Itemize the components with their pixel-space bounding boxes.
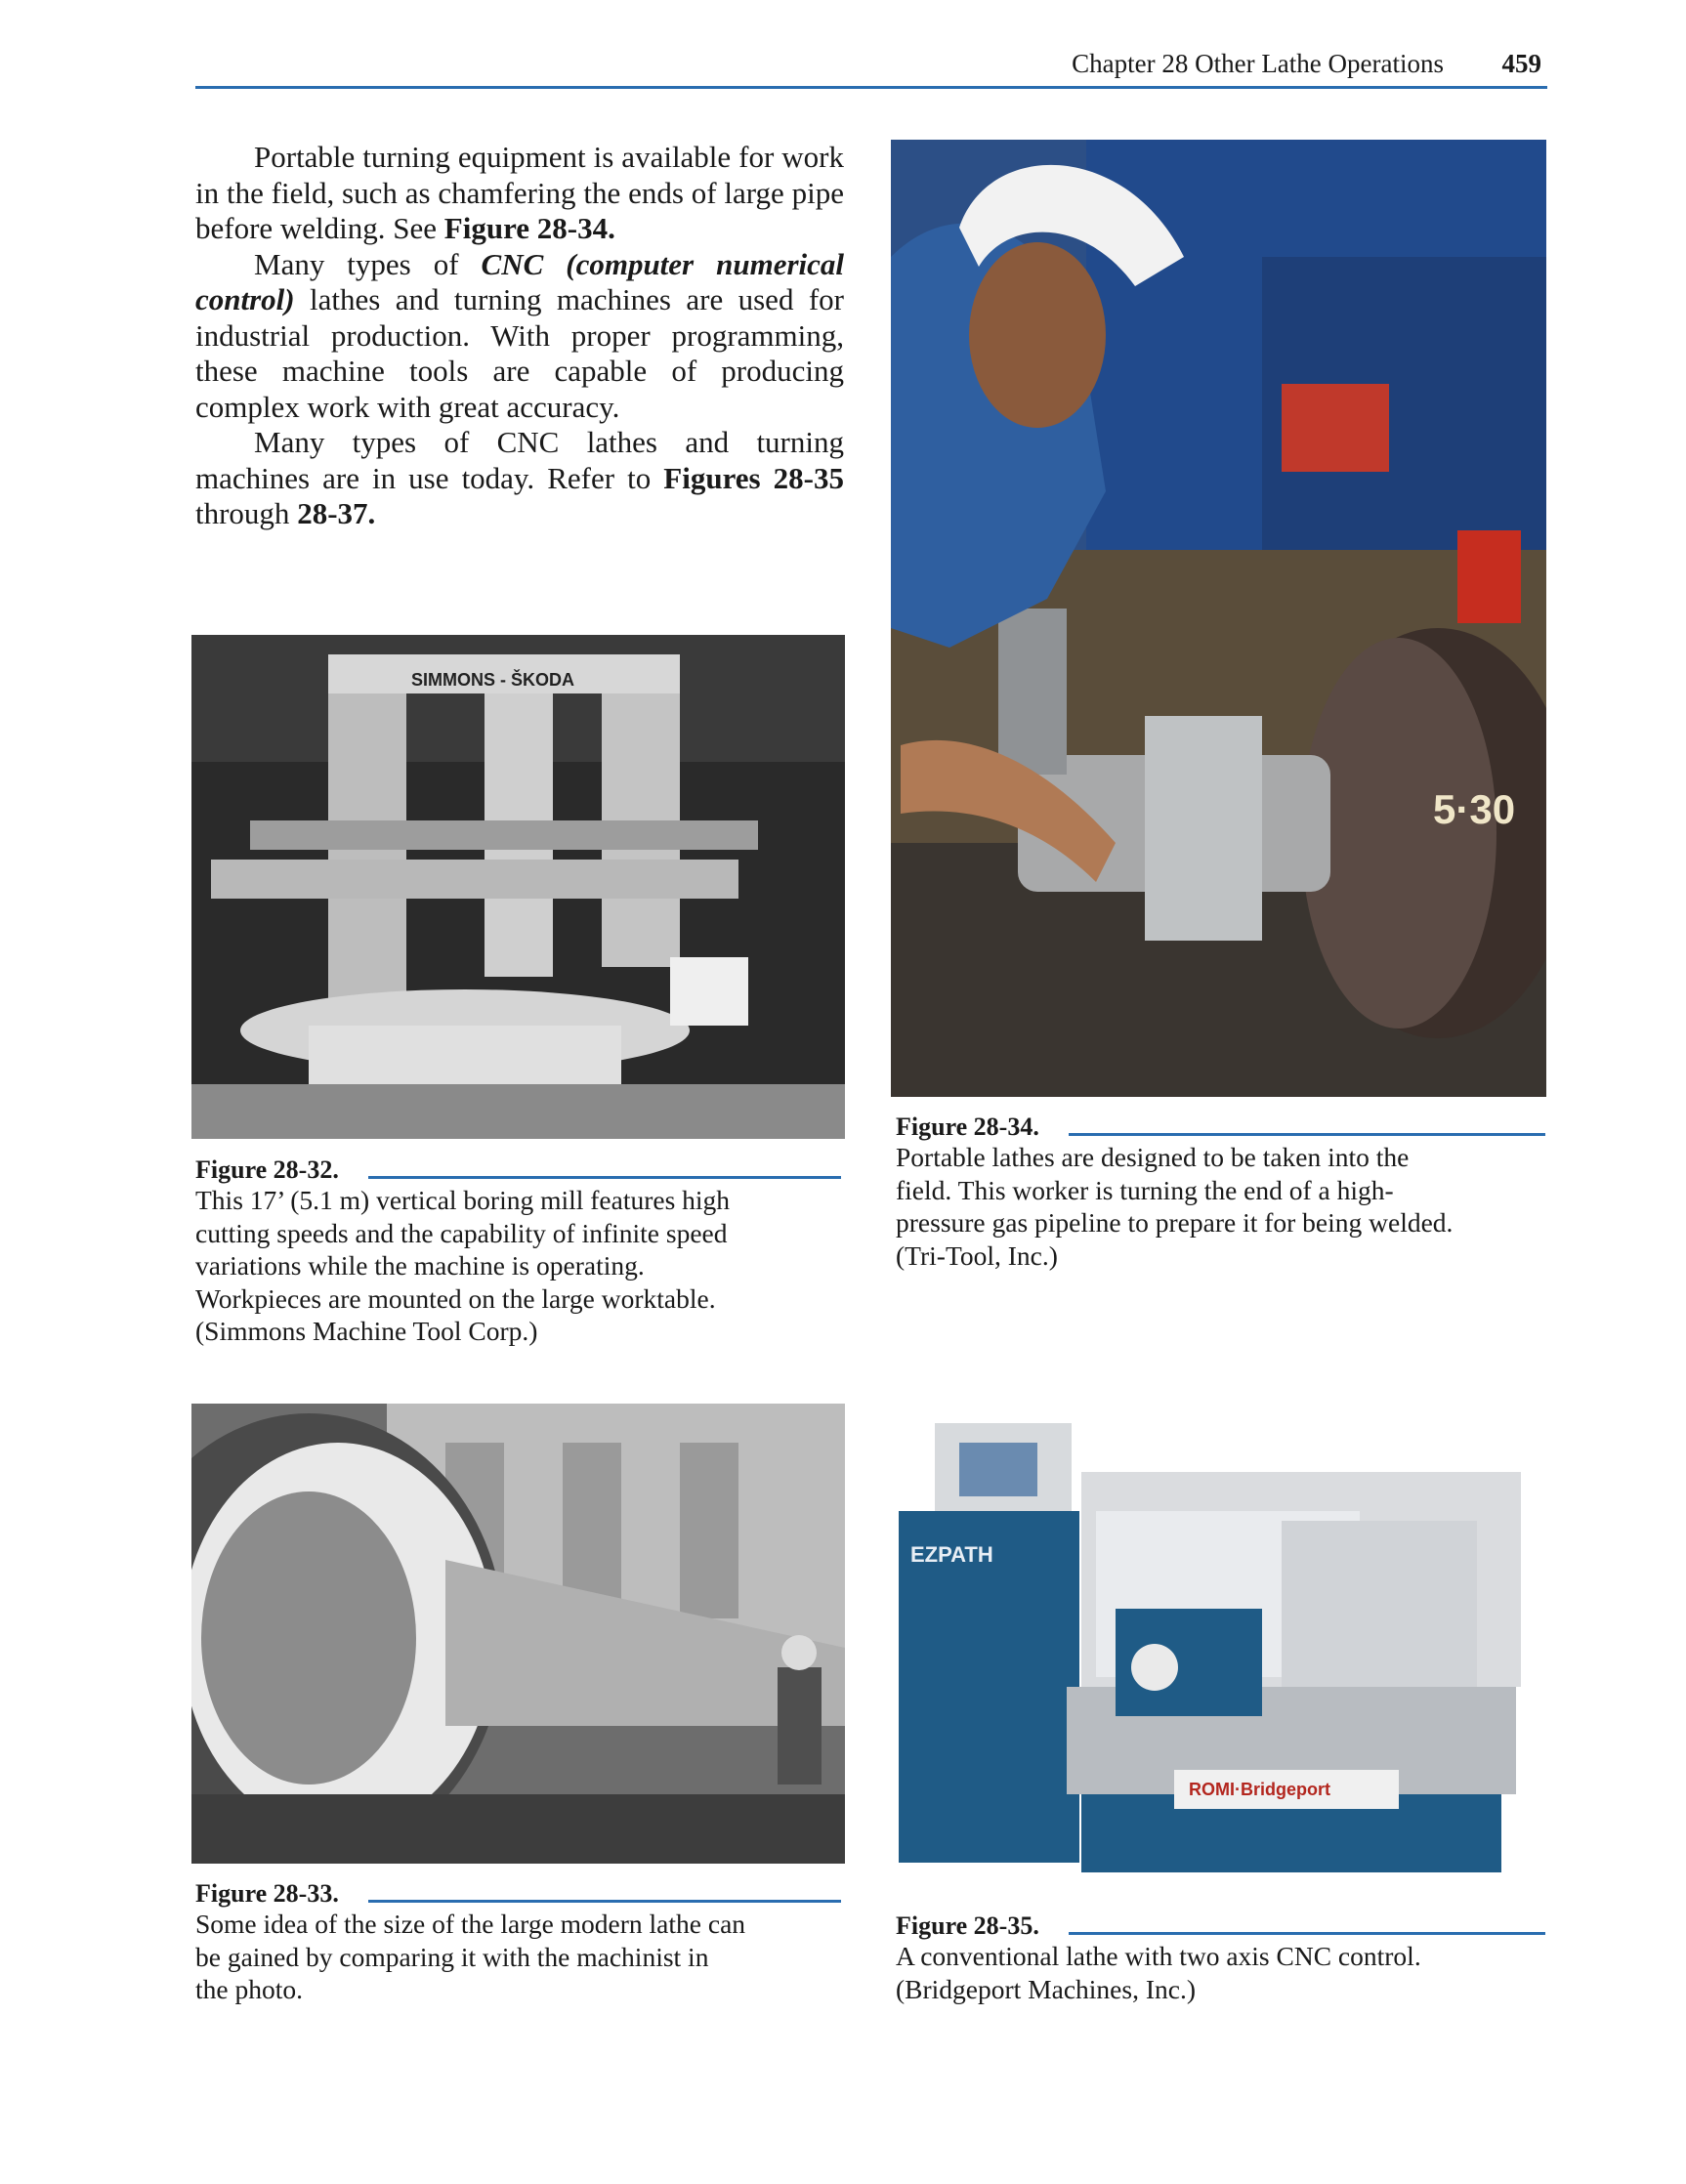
paragraph-2: Many types of CNC (computer numerical control) lathes and turning machines are used for industrial production. With proper programming, these machine tools are capable of producing complex work with great accuracy.	[195, 246, 845, 424]
figure-reference: 28-37.	[297, 496, 376, 530]
caption-rule	[368, 1176, 841, 1179]
page-number: 459	[1501, 49, 1541, 78]
figure-title: Figure 28-32.	[195, 1155, 339, 1184]
large-lathe-photo	[191, 1404, 845, 1864]
figure-reference: Figures 28-35	[663, 460, 844, 495]
figure-title: Figure 28-34.	[896, 1113, 1039, 1141]
running-header	[195, 47, 1547, 89]
figure-reference: Figure 28-34.	[443, 211, 615, 245]
key-term: CNC (computer numerical control)	[195, 246, 845, 316]
figure-caption: This 17’ (5.1 m) vertical boring mill features high cutting speeds and the capability of infinite speed variations while the machine is operating. Workpieces are mounted on the large worktable. (Simmons Machine Tool Corp.)	[195, 1185, 731, 1346]
pipe-marking: 5·30	[1433, 786, 1516, 832]
paragraph-3: Many types of CNC lathes and turning machines are in use today. Refer to Figures 28-35 through 28-37.	[195, 425, 844, 530]
caption-rule	[1069, 1133, 1545, 1136]
portable-lathe-photo	[891, 140, 1546, 1097]
paragraph-1: Portable turning equipment is available for work in the field, such as chamfering the ends of large pipe before welding. See Figure 28-34.	[195, 140, 844, 245]
figure-caption: A conventional lathe with two axis CNC control. (Bridgeport Machines, Inc.)	[896, 1941, 1421, 2004]
figure-title: Figure 28-33.	[195, 1879, 339, 1908]
figure-caption: Portable lathes are designed to be taken into the field. This worker is turning the end of a high- pressure gas pipeline to prepare it for being welded. (Tri-Tool, Inc.)	[896, 1142, 1454, 1271]
figure-caption: Some idea of the size of the large modern lathe can be gained by comparing it with the machinist in the photo.	[195, 1909, 746, 2004]
boring-mill-photo	[191, 635, 845, 1139]
caption-rule	[1069, 1932, 1545, 1935]
caption-rule	[368, 1900, 841, 1903]
cnc-lathe-photo	[891, 1404, 1546, 1894]
chapter-title: Chapter 28 Other Lathe Operations	[1072, 49, 1444, 78]
body-text	[195, 140, 844, 532]
figure-title: Figure 28-35.	[896, 1911, 1039, 1940]
control-panel-brand: EZPATH	[910, 1542, 993, 1567]
machine-nameplate: SIMMONS - ŠKODA	[411, 670, 575, 690]
machine-brand-badge: ROMI·Bridgeport	[1189, 1780, 1330, 1799]
